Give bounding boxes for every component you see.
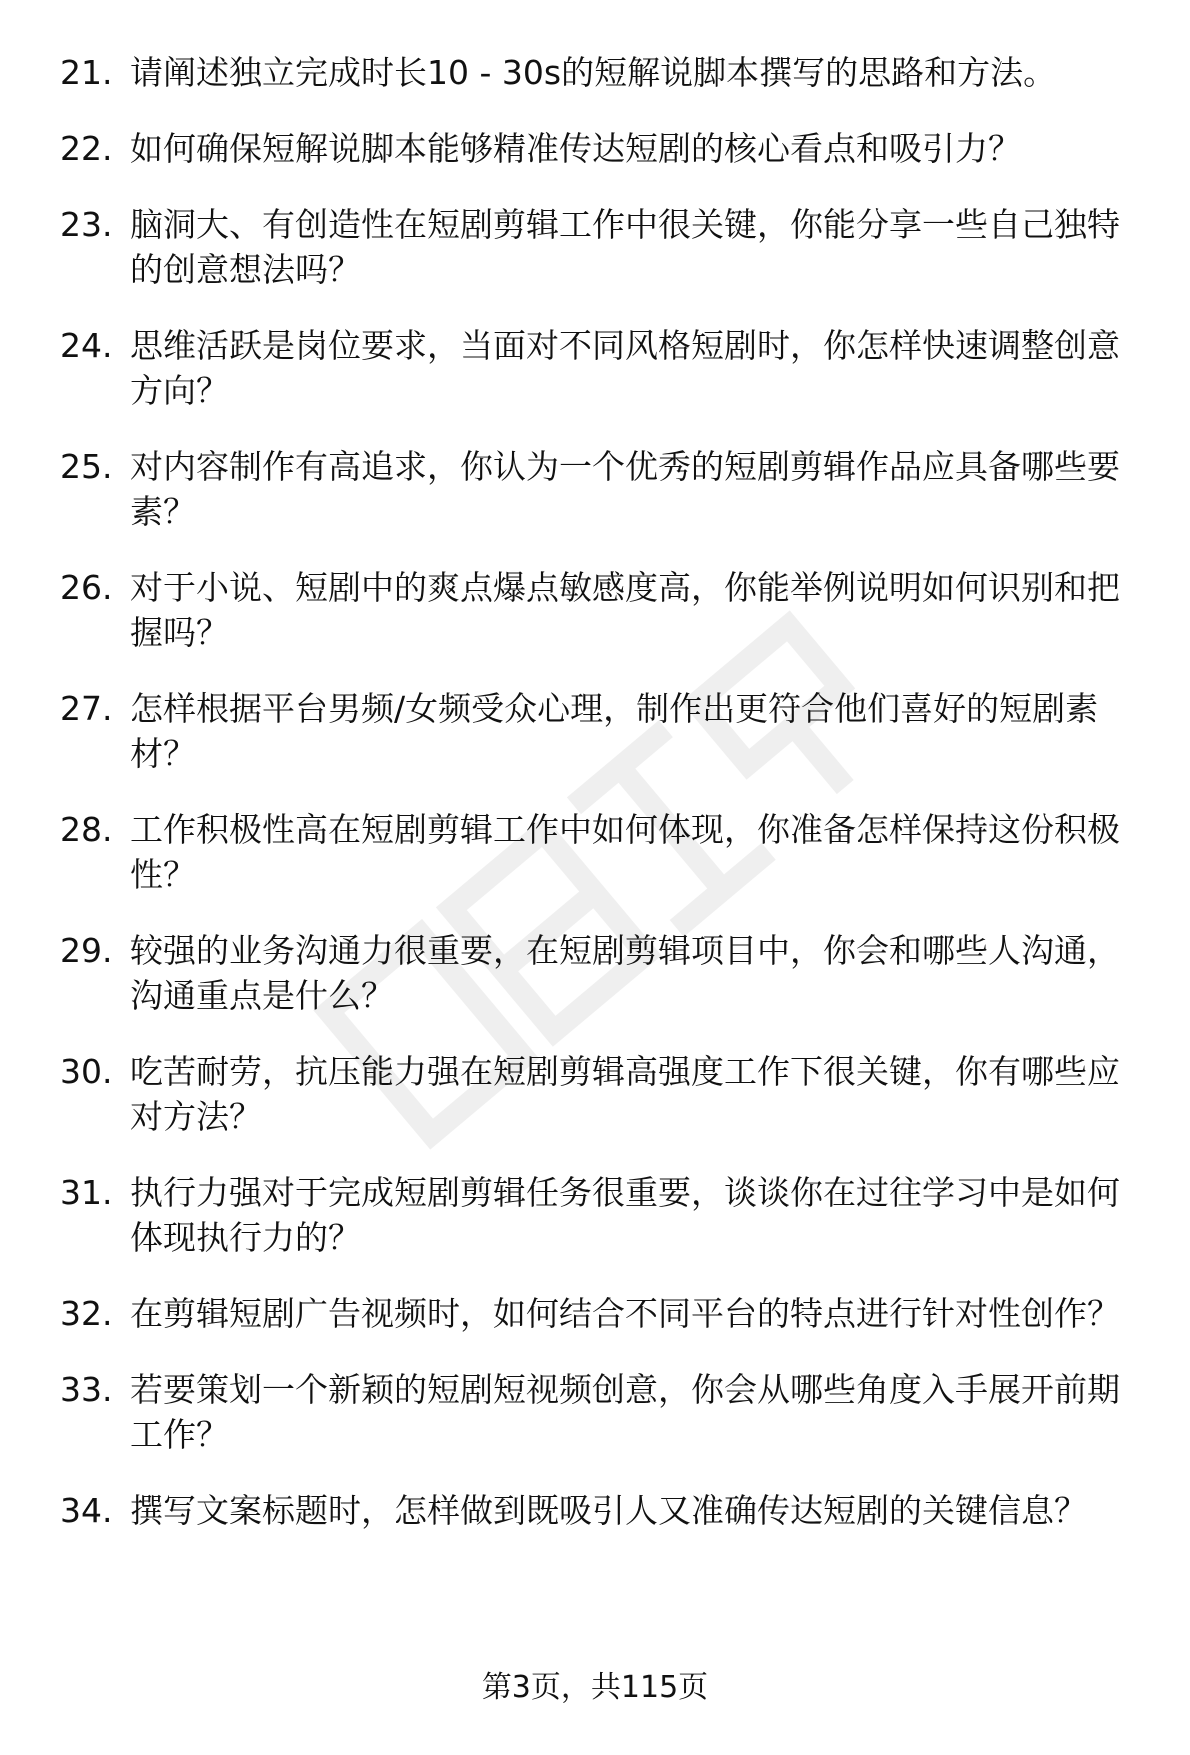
question-text: 脑洞大、有创造性在短剧剪辑工作中很关键，你能分享一些自己独特的创意想法吗？	[130, 205, 1120, 289]
question-number: 32.	[60, 1294, 113, 1333]
question-text: 执行力强对于完成短剧剪辑任务很重要，谈谈你在过往学习中是如何体现执行力的？	[130, 1173, 1120, 1257]
question-number: 31.	[60, 1173, 113, 1212]
question-text: 若要策划一个新颖的短剧短视频创意，你会从哪些角度入手展开前期工作？	[130, 1370, 1120, 1454]
question-text: 吃苦耐劳，抗压能力强在短剧剪辑高强度工作下很关键，你有哪些应对方法？	[130, 1052, 1120, 1136]
question-number: 23.	[60, 205, 113, 244]
question-number: 28.	[60, 810, 113, 849]
question-number: 29.	[60, 931, 113, 970]
question-item	[60, 1367, 1150, 1457]
question-item	[60, 565, 1150, 655]
question-text: 撰写文案标题时，怎样做到既吸引人又准确传达短剧的关键信息？	[130, 1491, 1087, 1530]
question-text: 对于小说、短剧中的爽点爆点敏感度高，你能举例说明如何识别和把握吗？	[130, 568, 1120, 652]
question-text: 怎样根据平台男频/女频受众心理，制作出更符合他们喜好的短剧素材？	[130, 689, 1099, 773]
question-list	[60, 50, 1150, 1564]
question-item	[60, 807, 1150, 897]
question-item	[60, 323, 1150, 413]
question-number: 25.	[60, 447, 113, 486]
question-number: 34.	[60, 1491, 113, 1530]
question-item	[60, 444, 1150, 534]
question-item	[60, 1170, 1150, 1260]
question-number: 27.	[60, 689, 113, 728]
question-item	[60, 928, 1150, 1018]
question-item	[60, 1291, 1150, 1336]
question-item	[60, 50, 1150, 95]
question-number: 22.	[60, 129, 113, 168]
page-indicator: 第3页，共115页	[481, 1670, 709, 1705]
question-item	[60, 126, 1150, 171]
question-text: 请阐述独立完成时长10 - 30s的短解说脚本撰写的思路和方法。	[130, 53, 1057, 92]
question-text: 思维活跃是岗位要求，当面对不同风格短剧时，你怎样快速调整创意方向？	[130, 326, 1120, 410]
question-number: 26.	[60, 568, 113, 607]
question-number: 33.	[60, 1370, 113, 1409]
question-text: 如何确保短解说脚本能够精准传达短剧的核心看点和吸引力？	[130, 129, 1021, 168]
question-number: 24.	[60, 326, 113, 365]
question-text: 对内容制作有高追求，你认为一个优秀的短剧剪辑作品应具备哪些要素？	[130, 447, 1120, 531]
question-number: 30.	[60, 1052, 113, 1091]
question-text: 工作积极性高在短剧剪辑工作中如何体现，你准备怎样保持这份积极性？	[130, 810, 1120, 894]
question-text: 在剪辑短剧广告视频时，如何结合不同平台的特点进行针对性创作？	[130, 1294, 1120, 1333]
question-item	[60, 1049, 1150, 1139]
question-item	[60, 1488, 1150, 1533]
question-text: 较强的业务沟通力很重要，在短剧剪辑项目中，你会和哪些人沟通，沟通重点是什么？	[130, 931, 1120, 1015]
question-item	[60, 686, 1150, 776]
question-item	[60, 202, 1150, 292]
question-number: 21.	[60, 53, 113, 92]
